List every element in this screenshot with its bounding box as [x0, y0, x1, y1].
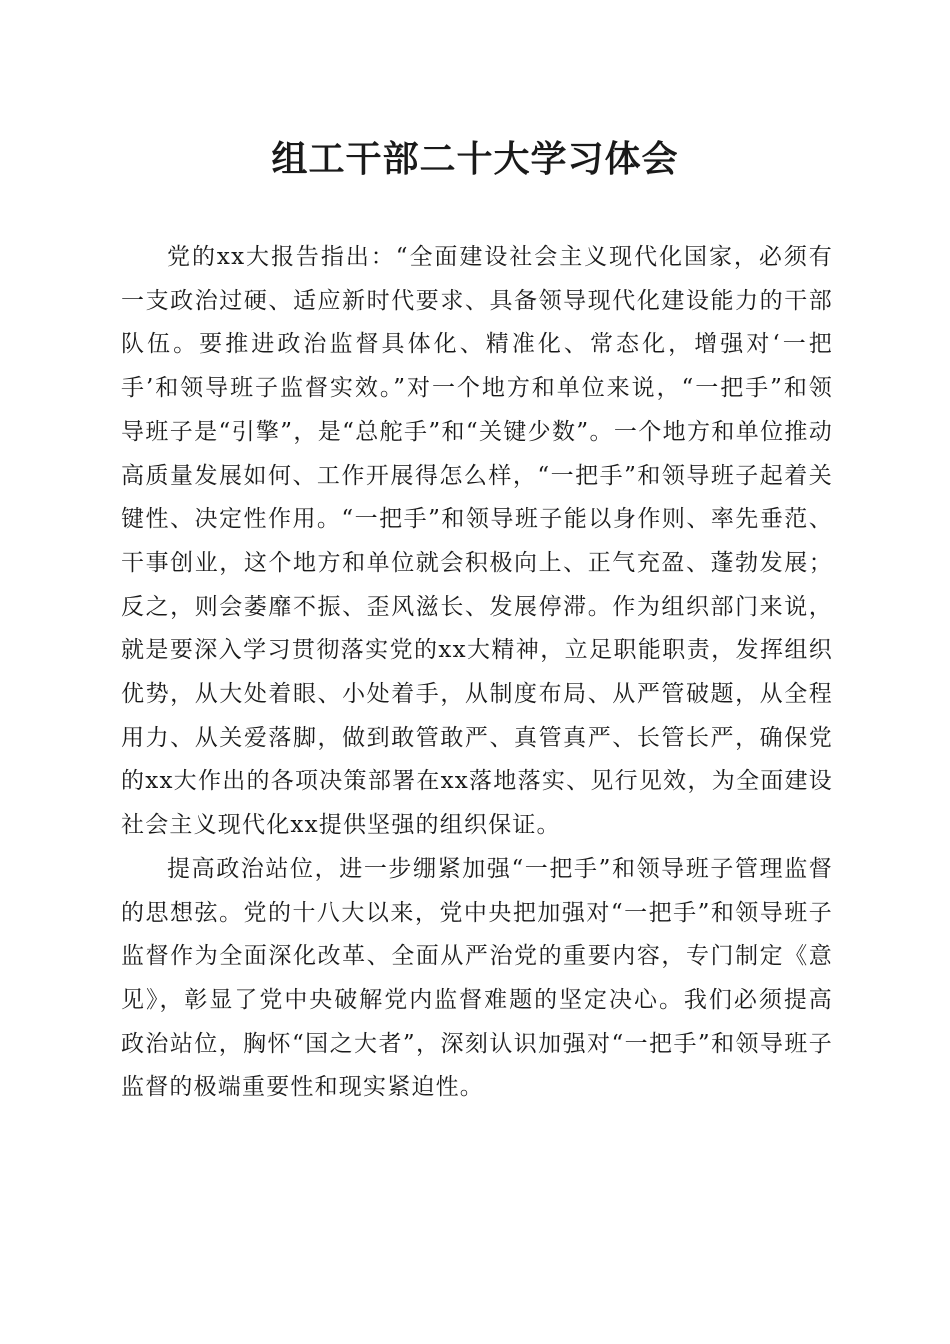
document-body [121, 236, 833, 1110]
document-title: 组工干部二十大学习体会 [271, 138, 679, 180]
paragraph-2: 提高政治站位，进一步绷紧加强“一把手”和领导班子管理监督的思想弦。党的十八大以来，党中央把加强对“一把手”和领导班子监督作为全面深化改革、全面从严治党的重要内容，专门制定《意见》，彰显了党中央破解党内监督难题的坚定决心。我们必须提高政治站位，胸怀“国之大者”，深刻认识加强对“一把手”和领导班子监督的极端重要性和现实紧迫性。 [121, 855, 833, 1101]
paragraph-1: 党的xx大报告指出：“全面建设社会主义现代化国家，必须有一支政治过硬、适应新时代要求、具备领导现代化建设能力的干部队伍。要推进政治监督具体化、精准化、常态化，增强对‘一把手’和领导班子监督实效。”对一个地方和单位来说，“一把手”和领导班子是“引擎”，是“总舵手”和“关键少数”。一个地方和单位推动高质量发展如何、工作开展得怎么样，“一把手”和领导班子起着关键性、决定性作用。“一把手”和领导班子能以身作则、率先垂范、干事创业，这个地方和单位就会积极向上、正气充盈、蓬勃发展；反之，则会萎靡不振、歪风滋长、发展停滞。作为组织部门来说，就是要深入学习贯彻落实党的xx大精神，立足职能职责，发挥组织优势，从大处着眼、小处着手，从制度布局、从严管破题，从全程用力、从关爱落脚，做到敢管敢严、真管真严、长管长严，确保党的xx大作出的各项决策部署在xx落地落实、见行见效，为全面建设社会主义现代化xx提供坚强的组织保证。 [121, 244, 833, 839]
